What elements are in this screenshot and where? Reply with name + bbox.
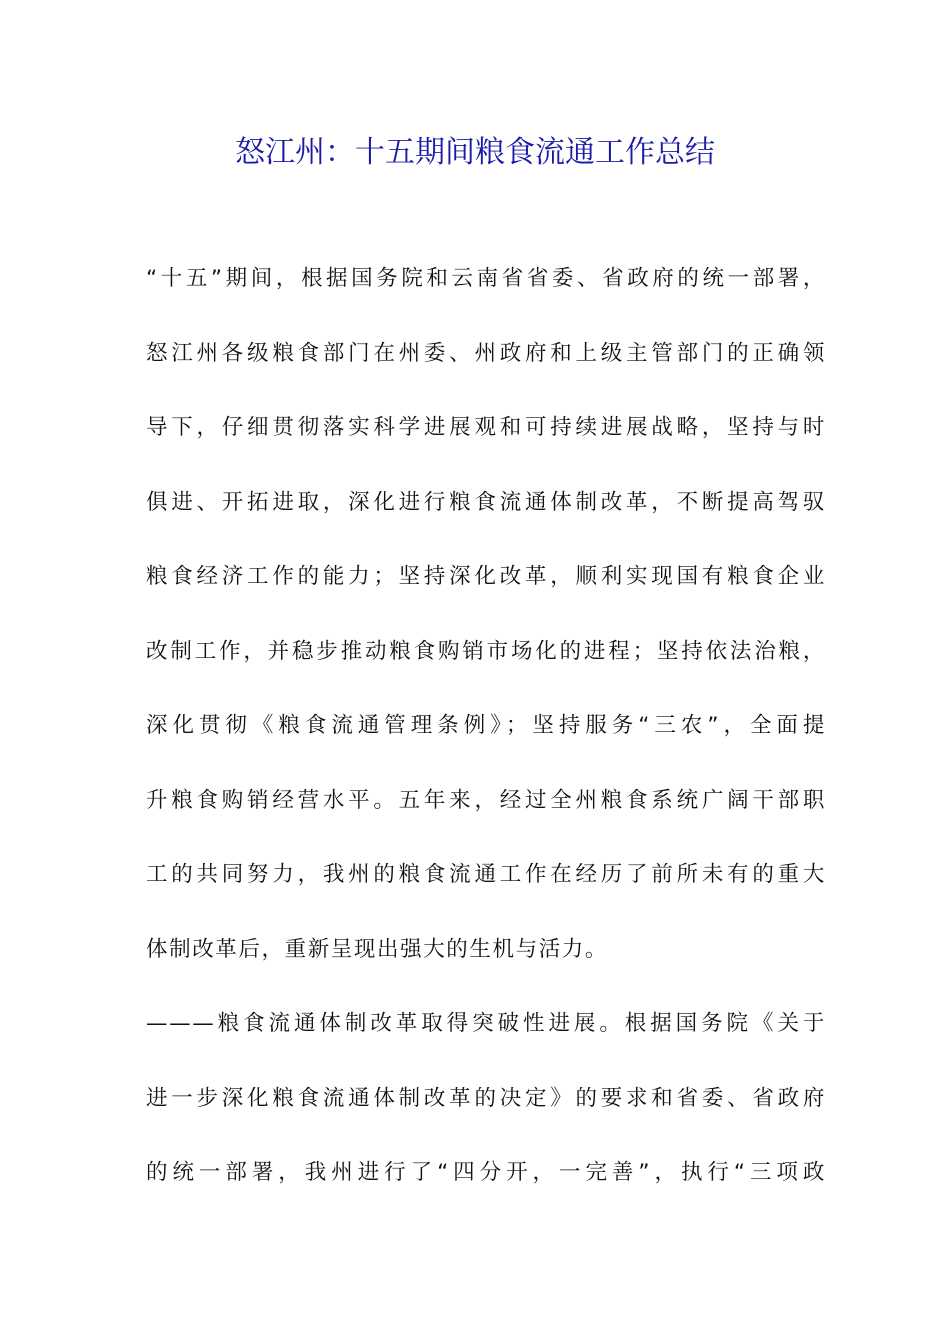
body-line: 工的共同努力，我州的粮食流通工作在经历了前所未有的重大 [146,862,826,887]
body-line: 的统一部署，我州进行了“四分开，一完善”，执行“三项政 [146,1160,826,1185]
body-line: 粮食经济工作的能力；坚持深化改革，顺利实现国有粮食企业 [146,564,826,589]
body-line: 深化贯彻《粮食流通管理条例》；坚持服务“三农”，全面提 [146,713,826,738]
body-line: 体制改革后，重新呈现出强大的生机与活力。 [146,936,609,962]
document-body [146,259,826,1228]
body-line: 升粮食购销经营水平。五年来，经过全州粮食系统广阔干部职 [146,787,826,813]
body-line: 导下，仔细贯彻落实科学进展观和可持续进展战略，坚持与时 [146,415,826,440]
body-line: “十五”期间，根据国务院和云南省省委、省政府的统一部署， [146,266,826,291]
body-line: ———粮食流通体制改革取得突破性进展。根据国务院《关于 [146,1011,826,1036]
body-line: 怒江州各级粮食部门在州委、州政府和上级主管部门的正确领 [146,340,826,366]
body-line: 改制工作，并稳步推动粮食购销市场化的进程；坚持依法治粮， [146,638,826,664]
body-line: 俱进、开拓进取，深化进行粮食流通体制改革，不断提高驾驭 [146,489,826,515]
body-line: 进一步深化粮食流通体制改革的决定》的要求和省委、省政府 [146,1085,826,1111]
document-title: 怒江州：十五期间粮食流通工作总结 [235,135,715,170]
